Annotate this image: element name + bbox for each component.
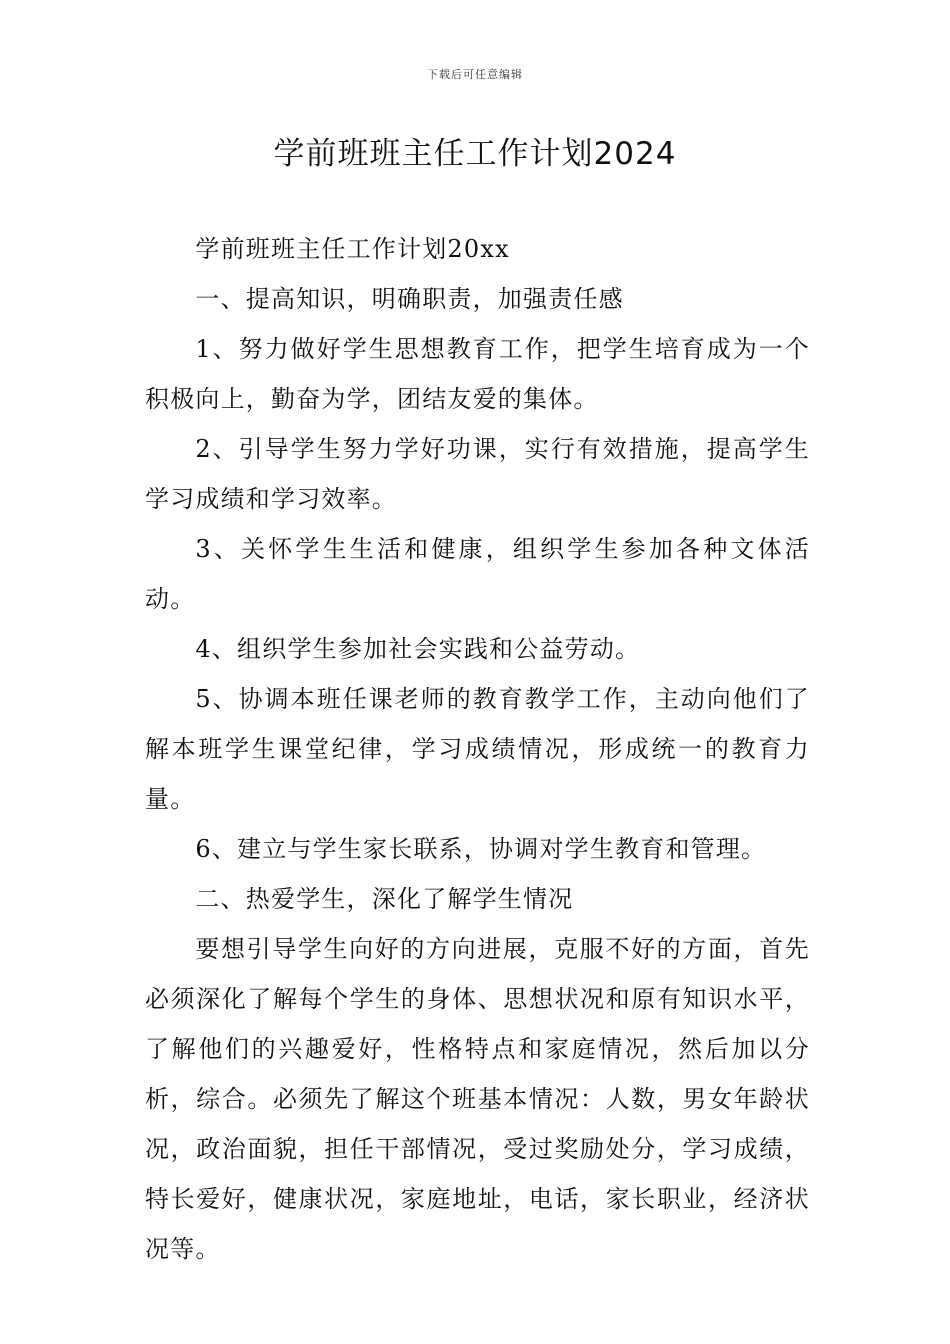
paragraph-section-2-body: 要想引导学生向好的方向进展，克服不好的方面，首先必须深化了解每个学生的身体、思想状况和原有知识水平，了解他们的兴趣爱好，性格特点和家庭情况，然后加以分析，综合。必须先了解这个班基本情况：人数，男女年龄状况，政治面貌，担任干部情况，受过奖励处分，学习成绩，特长爱好，健康状况，家庭地址，电话，家长职业，经济状况等。 (145, 935, 810, 1263)
paragraph-subtitle: 学前班班主任工作计划20xx (195, 235, 510, 263)
paragraph-section-1-heading: 一、提高知识，明确职责，加强责任感 (195, 285, 624, 313)
document-title: 学前班班主任工作计划2024 (273, 136, 677, 172)
paragraph-section-2-heading: 二、热爱学生，深化了解学生情况 (195, 885, 574, 913)
paragraph-item-2: 2、引导学生努力学好功课，实行有效措施，提高学生学习成绩和学习效率。 (145, 435, 810, 513)
paragraph-item-4: 4、组织学生参加社会实践和公益劳动。 (195, 635, 641, 663)
document-body (145, 224, 810, 1274)
paragraph-item-3: 3、关怀学生生活和健康，组织学生参加各种文体活动。 (145, 535, 810, 613)
paragraph-item-5: 5、协调本班任课老师的教育教学工作，主动向他们了解本班学生课堂纪律，学习成绩情况，形成统一的教育力量。 (145, 685, 810, 813)
paragraph-item-6: 6、建立与学生家长联系，协调对学生教育和管理。 (195, 835, 767, 863)
paragraph-item-1: 1、努力做好学生思想教育工作，把学生培育成为一个积极向上，勤奋为学，团结友爱的集体。 (145, 335, 810, 413)
header-note: 下载后可任意编辑 (427, 68, 523, 81)
